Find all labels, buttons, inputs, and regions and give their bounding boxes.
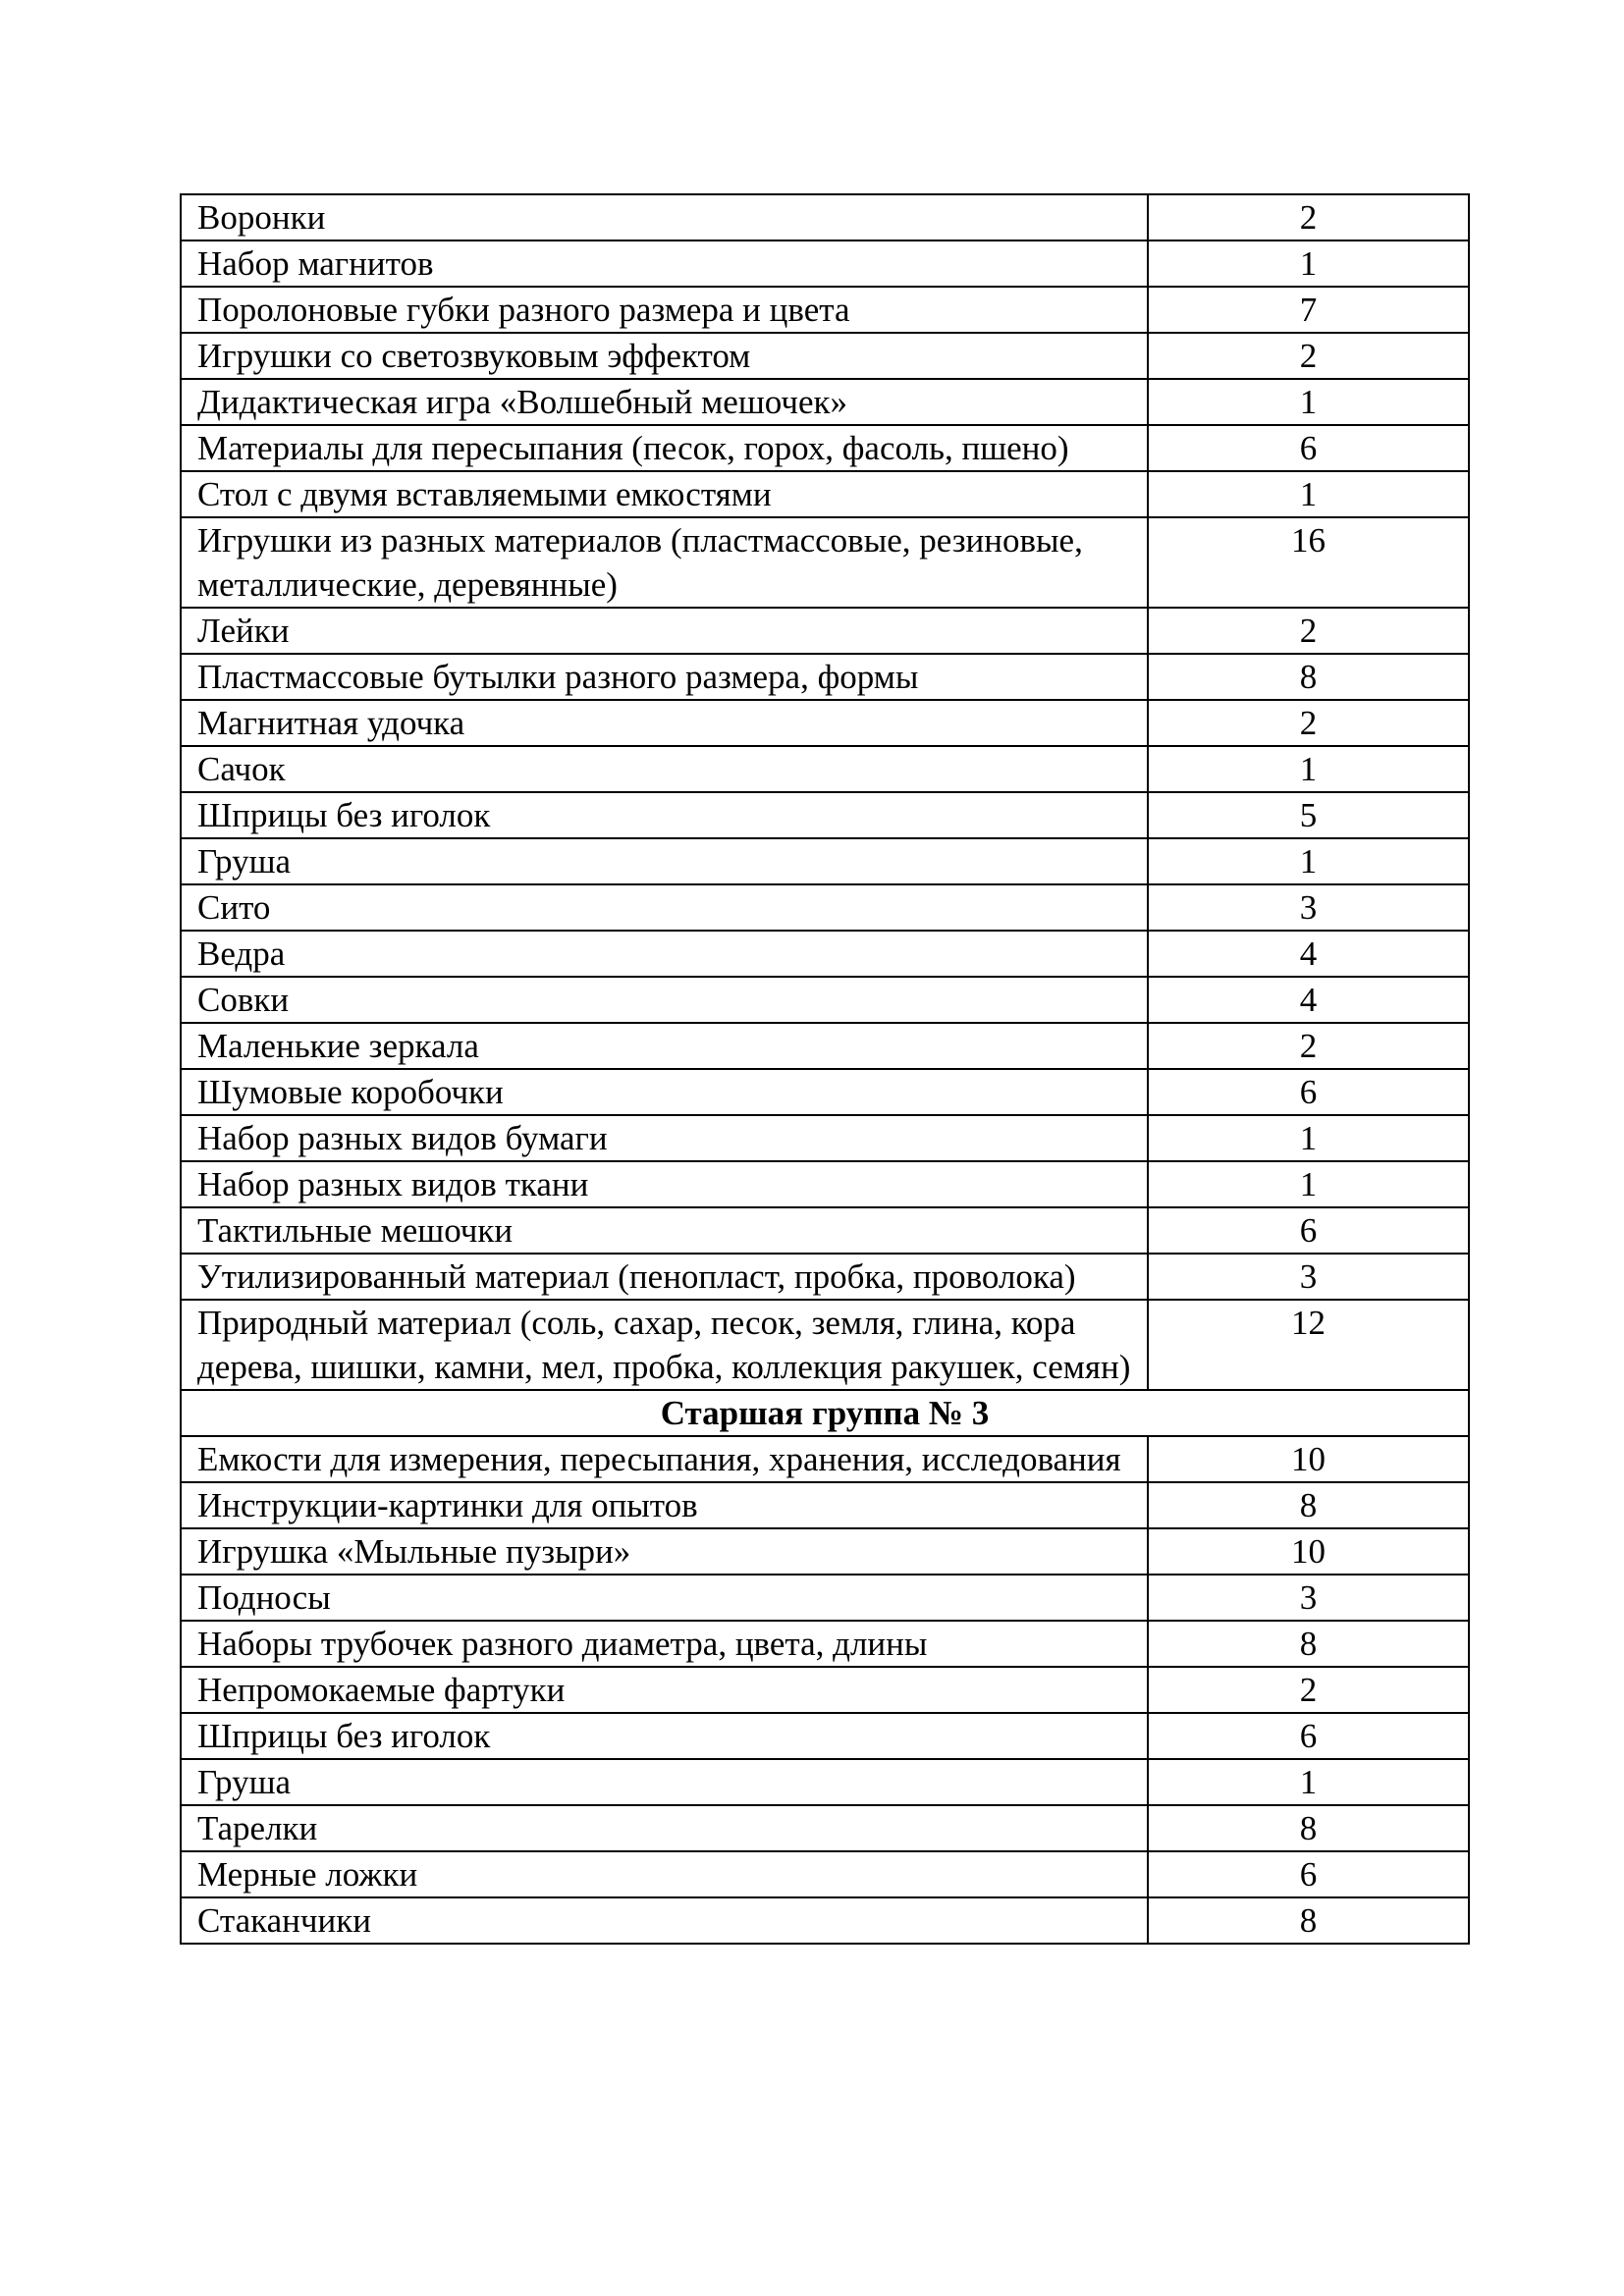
table-row <box>181 471 1469 517</box>
item-name-cell: Наборы трубочек разного диаметра, цвета, длины <box>181 1621 1148 1667</box>
table-row <box>181 1759 1469 1805</box>
item-quantity-cell: 1 <box>1148 1161 1469 1207</box>
item-name-cell: Груша <box>181 1759 1148 1805</box>
item-quantity-cell: 6 <box>1148 1069 1469 1115</box>
table-row <box>181 1805 1469 1851</box>
item-quantity-cell: 12 <box>1148 1300 1469 1390</box>
item-name-cell: Шумовые коробочки <box>181 1069 1148 1115</box>
item-quantity-cell: 4 <box>1148 977 1469 1023</box>
item-name-cell: Игрушка «Мыльные пузыри» <box>181 1528 1148 1575</box>
item-name-cell: Подносы <box>181 1575 1148 1621</box>
item-quantity-cell: 1 <box>1148 838 1469 884</box>
item-quantity-cell: 1 <box>1148 1115 1469 1161</box>
table-row <box>181 792 1469 838</box>
table-row <box>181 379 1469 425</box>
table-row <box>181 1023 1469 1069</box>
item-name-cell: Стол с двумя вставляемыми емкостями <box>181 471 1148 517</box>
item-name-cell: Материалы для пересыпания (песок, горох, фасоль, пшено) <box>181 425 1148 471</box>
item-name-cell: Тактильные мешочки <box>181 1207 1148 1254</box>
table-row <box>181 1069 1469 1115</box>
group-header-row <box>181 1390 1469 1436</box>
item-quantity-cell: 8 <box>1148 1805 1469 1851</box>
item-name-cell: Сачок <box>181 746 1148 792</box>
table-row <box>181 1713 1469 1759</box>
item-name-cell: Ведра <box>181 931 1148 977</box>
item-quantity-cell: 2 <box>1148 1023 1469 1069</box>
table-row <box>181 1528 1469 1575</box>
table-group-section <box>181 1390 1469 1436</box>
table-row <box>181 746 1469 792</box>
item-name-cell: Шприцы без иголок <box>181 792 1148 838</box>
table-row <box>181 700 1469 746</box>
item-quantity-cell: 16 <box>1148 517 1469 608</box>
item-quantity-cell: 2 <box>1148 333 1469 379</box>
item-name-cell: Лейки <box>181 608 1148 654</box>
group-header: Старшая группа № 3 <box>181 1390 1469 1436</box>
item-quantity-cell: 2 <box>1148 1667 1469 1713</box>
item-quantity-cell: 7 <box>1148 287 1469 333</box>
item-quantity-cell: 6 <box>1148 425 1469 471</box>
item-quantity-cell: 1 <box>1148 471 1469 517</box>
item-quantity-cell: 6 <box>1148 1207 1469 1254</box>
item-name-cell: Набор разных видов ткани <box>181 1161 1148 1207</box>
table-row <box>181 1897 1469 1944</box>
table-row <box>181 1207 1469 1254</box>
item-name-cell: Игрушки из разных материалов (пластмассовые, резиновые, металлические, деревянные) <box>181 517 1148 608</box>
item-quantity-cell: 6 <box>1148 1713 1469 1759</box>
item-name-cell: Маленькие зеркала <box>181 1023 1148 1069</box>
item-name-cell: Совки <box>181 977 1148 1023</box>
table-row <box>181 931 1469 977</box>
item-name-cell: Пластмассовые бутылки разного размера, формы <box>181 654 1148 700</box>
table-row <box>181 608 1469 654</box>
table-row <box>181 1621 1469 1667</box>
item-quantity-cell: 8 <box>1148 1621 1469 1667</box>
item-name-cell: Стаканчики <box>181 1897 1148 1944</box>
table-row <box>181 977 1469 1023</box>
item-quantity-cell: 1 <box>1148 240 1469 287</box>
item-quantity-cell: 3 <box>1148 1254 1469 1300</box>
table-row <box>181 1482 1469 1528</box>
table-row <box>181 1161 1469 1207</box>
table-row <box>181 1436 1469 1482</box>
table-body-after-group <box>181 1436 1469 1944</box>
item-quantity-cell: 8 <box>1148 1897 1469 1944</box>
item-quantity-cell: 10 <box>1148 1528 1469 1575</box>
table-row <box>181 654 1469 700</box>
item-name-cell: Груша <box>181 838 1148 884</box>
item-name-cell: Набор магнитов <box>181 240 1148 287</box>
item-name-cell: Мерные ложки <box>181 1851 1148 1897</box>
item-quantity-cell: 4 <box>1148 931 1469 977</box>
item-quantity-cell: 2 <box>1148 194 1469 240</box>
item-name-cell: Дидактическая игра «Волшебный мешочек» <box>181 379 1148 425</box>
item-quantity-cell: 3 <box>1148 1575 1469 1621</box>
item-name-cell: Непромокаемые фартуки <box>181 1667 1148 1713</box>
table-row <box>181 1254 1469 1300</box>
item-name-cell: Воронки <box>181 194 1148 240</box>
table-row <box>181 287 1469 333</box>
item-name-cell: Магнитная удочка <box>181 700 1148 746</box>
item-quantity-cell: 8 <box>1148 654 1469 700</box>
item-name-cell: Поролоновые губки разного размера и цвета <box>181 287 1148 333</box>
table-row <box>181 333 1469 379</box>
item-quantity-cell: 2 <box>1148 700 1469 746</box>
item-quantity-cell: 6 <box>1148 1851 1469 1897</box>
table-row <box>181 240 1469 287</box>
item-quantity-cell: 2 <box>1148 608 1469 654</box>
table-row <box>181 1851 1469 1897</box>
item-name-cell: Сито <box>181 884 1148 931</box>
table-row <box>181 1575 1469 1621</box>
item-quantity-cell: 3 <box>1148 884 1469 931</box>
table-row <box>181 838 1469 884</box>
item-quantity-cell: 8 <box>1148 1482 1469 1528</box>
item-name-cell: Емкости для измерения, пересыпания, хранения, исследования <box>181 1436 1148 1482</box>
table-row <box>181 884 1469 931</box>
item-name-cell: Тарелки <box>181 1805 1148 1851</box>
item-quantity-cell: 1 <box>1148 379 1469 425</box>
item-name-cell: Набор разных видов бумаги <box>181 1115 1148 1161</box>
table-row <box>181 194 1469 240</box>
table-row <box>181 425 1469 471</box>
table-row <box>181 517 1469 608</box>
item-quantity-cell: 1 <box>1148 746 1469 792</box>
table-body-before-group <box>181 194 1469 1390</box>
item-name-cell: Шприцы без иголок <box>181 1713 1148 1759</box>
item-name-cell: Игрушки со светозвуковым эффектом <box>181 333 1148 379</box>
item-quantity-cell: 1 <box>1148 1759 1469 1805</box>
item-name-cell: Утилизированный материал (пенопласт, пробка, проволока) <box>181 1254 1148 1300</box>
item-name-cell: Инструкции-картинки для опытов <box>181 1482 1148 1528</box>
table-row <box>181 1667 1469 1713</box>
item-name-cell: Природный материал (соль, сахар, песок, земля, глина, кора дерева, шишки, камни, мел, пробка, коллекция ракушек, семян) <box>181 1300 1148 1390</box>
item-quantity-cell: 5 <box>1148 792 1469 838</box>
table-row <box>181 1300 1469 1390</box>
table-row <box>181 1115 1469 1161</box>
inventory-table <box>180 193 1470 1945</box>
item-quantity-cell: 10 <box>1148 1436 1469 1482</box>
